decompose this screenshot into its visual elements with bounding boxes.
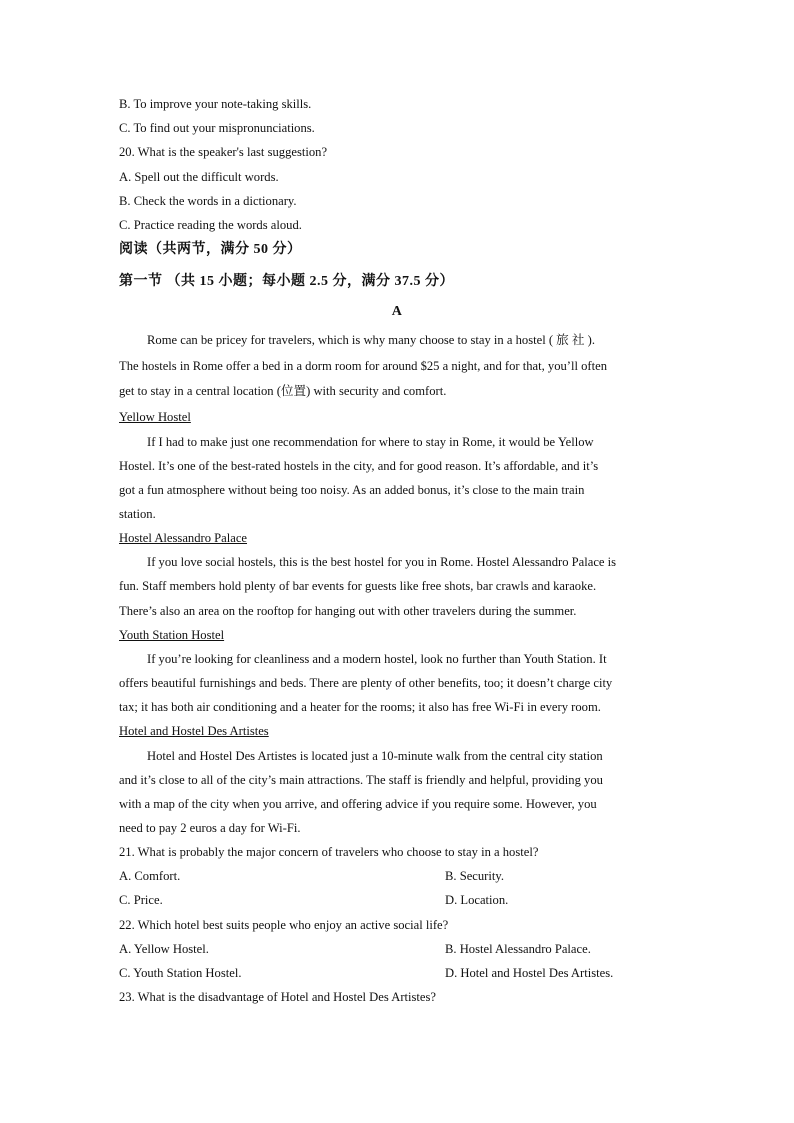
intro-line: get to stay in a central location (位置) with security and comfort. <box>119 384 447 398</box>
option-20-a: A. Spell out the difficult words. <box>119 170 279 184</box>
hostel-desc-line: station. <box>119 507 156 521</box>
section-title: 阅读（共两节，满分 50 分） <box>119 242 302 257</box>
option-20-b: B. Check the words in a dictionary. <box>119 194 297 208</box>
hostel-desc-line: got a fun atmosphere without being too noisy. As an added bonus, it’s close to the main train <box>119 483 585 497</box>
part-one-title: 第一节 （共 15 小题；每小题 2.5 分，满分 37.5 分） <box>119 274 454 289</box>
hostel-heading: Yellow Hostel <box>119 410 191 424</box>
hostel-heading: Youth Station Hostel <box>119 628 225 642</box>
option-22-c: C. Youth Station Hostel. <box>119 966 242 980</box>
option-22-b: B. Hostel Alessandro Palace. <box>445 942 591 956</box>
hostel-desc-line: need to pay 2 euros a day for Wi-Fi. <box>119 821 301 835</box>
hostel-desc-line: If you’re looking for cleanliness and a modern hostel, look no further than Youth Station. It <box>147 652 607 666</box>
question-23-text: 23. What is the disadvantage of Hotel and Hostel Des Artistes? <box>119 990 436 1004</box>
option-22-d: D. Hotel and Hostel Des Artistes. <box>445 966 614 980</box>
intro-line: Rome can be pricey for travelers, which is why many choose to stay in a hostel ( 旅 社 ). <box>147 333 596 347</box>
option-22-a: A. Yellow Hostel. <box>119 942 209 956</box>
hostel-desc-line: offers beautiful furnishings and beds. There are plenty of other benefits, too; it doesn’t charge city <box>119 676 613 690</box>
hostel-desc-line: and it’s close to all of the city’s main attractions. The staff is friendly and helpful, providing you <box>119 773 603 787</box>
hostel-desc-line: with a map of the city when you arrive, and offering advice if you require some. However, you <box>119 797 597 811</box>
hostel-desc-line: There’s also an area on the rooftop for hanging out with other travelers during the summer. <box>119 604 577 618</box>
hostel-heading: Hostel Alessandro Palace <box>119 531 248 545</box>
passage-label: A <box>391 304 403 319</box>
question-20-text: 20. What is the speaker's last suggestion? <box>119 145 328 159</box>
hostel-heading: Hotel and Hostel Des Artistes <box>119 724 269 738</box>
question-22-text: 22. Which hotel best suits people who enjoy an active social life? <box>119 918 449 932</box>
hostel-desc-line: Hostel. It’s one of the best-rated hostels in the city, and for good reason. It’s affordable, and it’s <box>119 459 599 473</box>
hostel-desc-line: fun. Staff members hold plenty of bar events for guests like free shots, bar crawls and karaoke. <box>119 579 597 593</box>
option-21-c: C. Price. <box>119 893 163 907</box>
option-20-c: C. Practice reading the words aloud. <box>119 218 302 232</box>
option-19-b: B. To improve your note-taking skills. <box>119 97 312 111</box>
option-21-d: D. Location. <box>445 893 509 907</box>
option-21-b: B. Security. <box>445 869 504 883</box>
hostel-desc-line: tax; it has both air conditioning and a heater for the rooms; it also has free Wi-Fi in every room. <box>119 700 601 714</box>
hostel-desc-line: If you love social hostels, this is the best hostel for you in Rome. Hostel Alessandro Palace is <box>147 555 617 569</box>
hostel-desc-line: Hotel and Hostel Des Artistes is located just a 10-minute walk from the central city station <box>147 749 603 763</box>
question-21-text: 21. What is probably the major concern of travelers who choose to stay in a hostel? <box>119 845 539 859</box>
hostel-desc-line: If I had to make just one recommendation for where to stay in Rome, it would be Yellow <box>147 435 594 449</box>
intro-line: The hostels in Rome offer a bed in a dorm room for around $25 a night, and for that, you’ll often <box>119 359 608 373</box>
option-21-a: A. Comfort. <box>119 869 181 883</box>
option-19-c: C. To find out your mispronunciations. <box>119 121 315 135</box>
